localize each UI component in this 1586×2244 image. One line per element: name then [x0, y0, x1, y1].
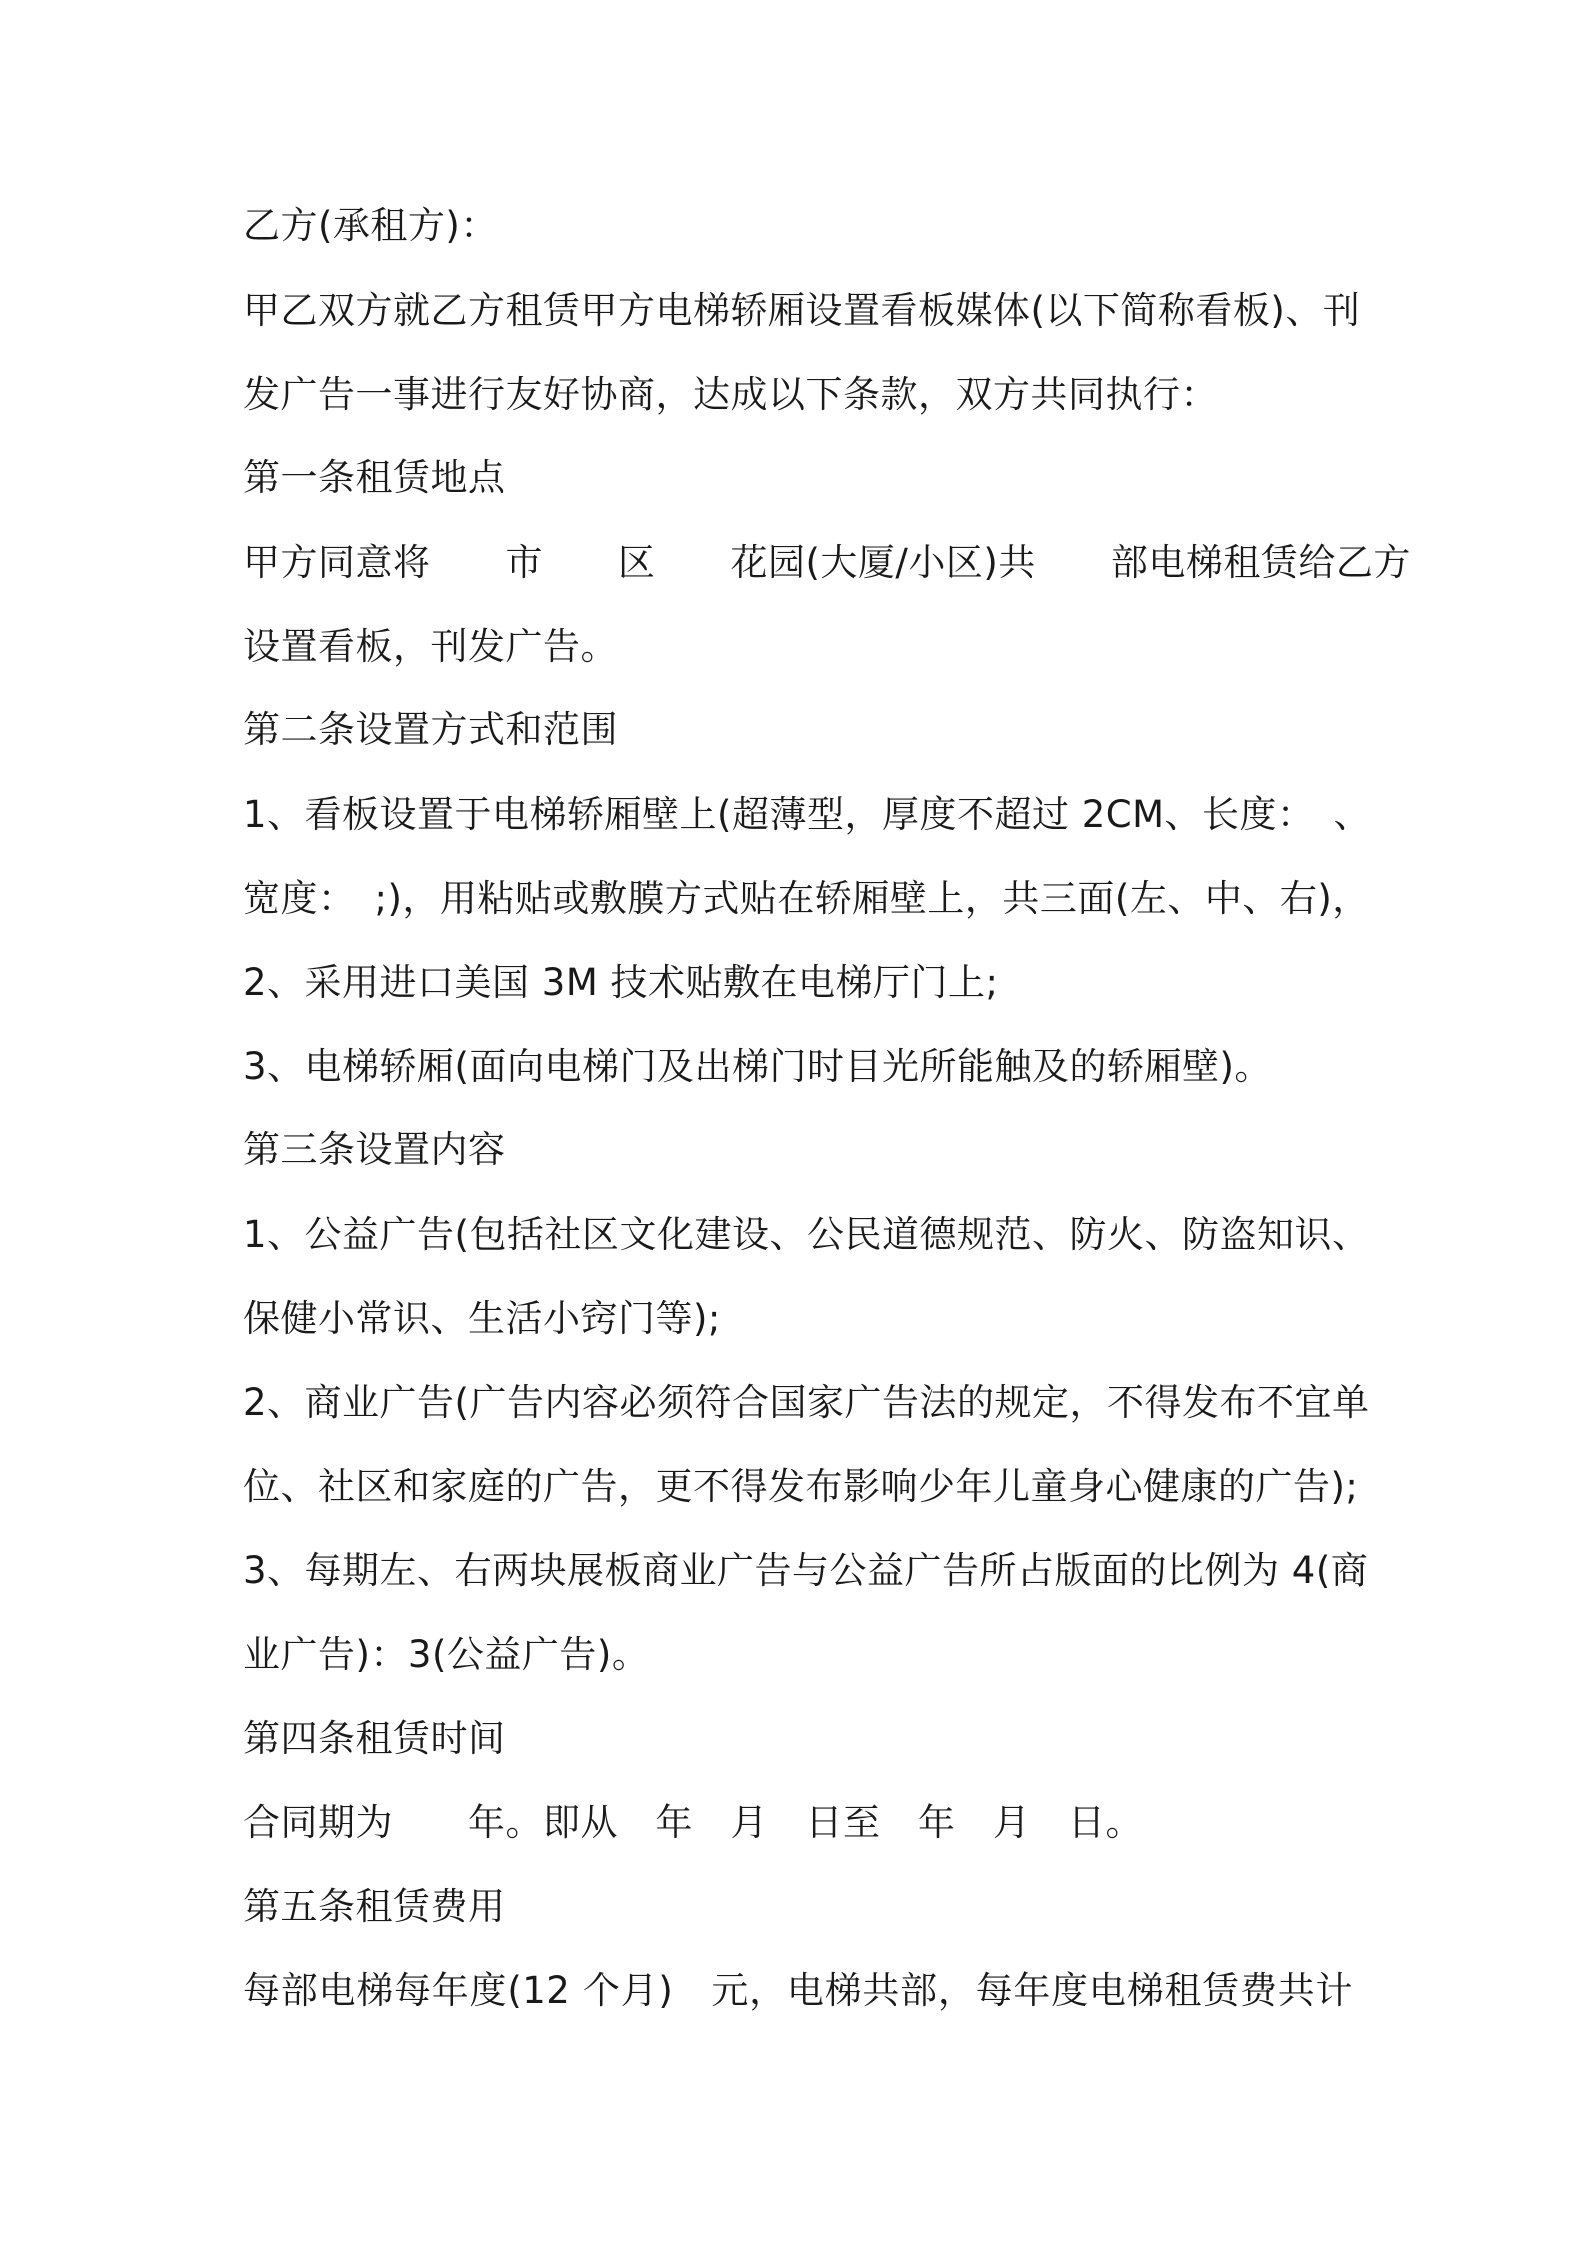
article-2-item-2: 2、采用进口美国 3M 技术贴敷在电梯厅门上;	[243, 961, 999, 1004]
article-4-heading: 第四条租赁时间	[243, 1717, 506, 1760]
party-b-line: 乙方(承租方)：	[243, 204, 498, 247]
article-1-heading: 第一条租赁地点	[243, 456, 506, 499]
preamble-line-1: 甲乙双方就乙方租赁甲方电梯轿厢设置看板媒体(以下简称看板)、刊	[243, 289, 1361, 332]
article-3-heading: 第三条设置内容	[243, 1128, 506, 1171]
preamble-line-2: 发广告一事进行友好协商，达成以下条款，双方共同执行：	[243, 373, 1218, 416]
article-3-item-2-line-2: 位、社区和家庭的广告，更不得发布影响少年儿童身心健康的广告);	[243, 1465, 1359, 1508]
article-5-heading: 第五条租赁费用	[243, 1885, 506, 1928]
article-3-item-1-line-1: 1、公益广告(包括社区文化建设、公民道德规范、防火、防盗知识、	[243, 1213, 1370, 1256]
article-4-line-1: 合同期为 年。即从 年 月 日至 年 月 日。	[243, 1801, 1143, 1844]
article-3-item-3-line-1: 3、每期左、右两块展板商业广告与公益广告所占版面的比例为 4(商	[243, 1549, 1369, 1592]
article-3-item-2-line-1: 2、商业广告(广告内容必须符合国家广告法的规定，不得发布不宜单	[243, 1381, 1370, 1424]
article-3-item-1-line-2: 保健小常识、生活小窍门等);	[243, 1297, 721, 1340]
article-5-line-1: 每部电梯每年度(12 个月) 元，电梯共部，每年度电梯租赁费共计	[243, 1969, 1353, 2012]
article-1-line-2: 设置看板，刊发广告。	[243, 625, 618, 668]
article-2-heading: 第二条设置方式和范围	[243, 708, 618, 751]
article-2-item-1-line-2: 宽度： ;)，用粘贴或敷膜方式贴在轿厢壁上，共三面(左、中、右)，	[243, 877, 1370, 920]
article-2-item-3: 3、电梯轿厢(面向电梯门及出梯门时目光所能触及的轿厢壁)。	[243, 1045, 1272, 1088]
article-2-item-1-line-1: 1、看板设置于电梯轿厢壁上(超薄型，厚度不超过 2CM、长度： 、	[243, 793, 1372, 836]
article-1-line-1: 甲方同意将 市 区 花园(大厦/小区)共 部电梯租赁给乙方	[243, 541, 1411, 584]
article-3-item-3-line-2: 业广告)：3(公益广告)。	[243, 1633, 650, 1676]
